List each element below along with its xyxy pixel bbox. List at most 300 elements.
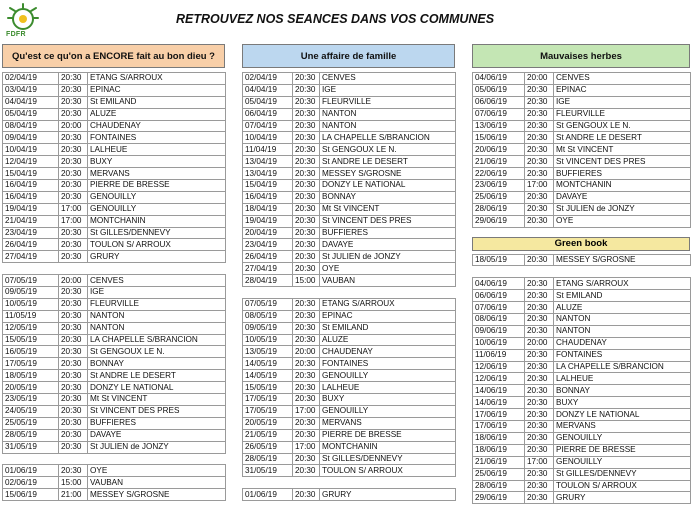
time-cell: 17:00 <box>59 203 88 215</box>
table-gap <box>3 263 226 275</box>
table-row <box>243 73 456 85</box>
date-cell: 21/05/19 <box>243 429 293 441</box>
date-cell: 12/06/19 <box>473 373 525 385</box>
date-cell: 17/05/19 <box>243 394 293 406</box>
table-row <box>3 73 226 85</box>
date-cell: 26/04/19 <box>243 251 293 263</box>
commune-cell: DAVAYE <box>88 429 226 441</box>
date-cell: 18/05/19 <box>473 254 525 266</box>
time-cell: 20:30 <box>525 492 554 504</box>
commune-cell: MERVANS <box>320 417 456 429</box>
time-cell: 20:30 <box>525 84 554 96</box>
time-cell: 20:00 <box>59 120 88 132</box>
time-cell: 20:30 <box>525 444 554 456</box>
table-row <box>243 429 456 441</box>
commune-cell: BONNAY <box>320 191 456 203</box>
commune-cell: Mt St VINCENT <box>554 144 691 156</box>
time-cell: 20:30 <box>293 251 320 263</box>
commune-cell: VAUBAN <box>88 477 226 489</box>
table-row <box>473 361 691 373</box>
commune-cell: EPINAC <box>320 310 456 322</box>
date-cell: 17/05/19 <box>243 405 293 417</box>
commune-cell: VAUBAN <box>320 275 456 287</box>
table-row <box>243 251 456 263</box>
schedule-table <box>472 72 691 228</box>
schedule-table <box>2 72 226 501</box>
date-cell: 09/06/19 <box>473 325 525 337</box>
date-cell: 05/04/19 <box>3 108 59 120</box>
table-row <box>473 73 691 85</box>
date-cell: 28/04/19 <box>243 275 293 287</box>
table-row <box>473 278 691 290</box>
time-cell: 20:30 <box>293 156 320 168</box>
table-row <box>243 358 456 370</box>
commune-cell: OYE <box>320 263 456 275</box>
commune-cell: St ANDRE LE DESERT <box>320 156 456 168</box>
date-cell: 14/06/19 <box>473 385 525 397</box>
fdfr-logo <box>6 2 40 32</box>
schedule-table <box>472 254 691 505</box>
commune-cell: ALUZE <box>88 108 226 120</box>
table-row <box>473 180 691 192</box>
table-gap <box>243 477 456 489</box>
table-row <box>3 144 226 156</box>
date-cell: 14/05/19 <box>243 358 293 370</box>
time-cell: 20:30 <box>59 346 88 358</box>
table-row <box>3 298 226 310</box>
table-row <box>243 84 456 96</box>
date-cell: 02/06/19 <box>3 477 59 489</box>
date-cell: 04/04/19 <box>243 84 293 96</box>
table-row <box>473 108 691 120</box>
commune-cell: ALUZE <box>320 334 456 346</box>
table-row <box>243 108 456 120</box>
table-row <box>3 203 226 215</box>
date-cell: 09/05/19 <box>243 322 293 334</box>
commune-cell: DONZY LE NATIONAL <box>88 382 226 394</box>
time-cell: 20:30 <box>293 215 320 227</box>
table-row <box>243 382 456 394</box>
time-cell: 20:30 <box>59 370 88 382</box>
table-row <box>473 325 691 337</box>
commune-cell: FLEURVILLE <box>320 96 456 108</box>
time-cell: 20:30 <box>293 370 320 382</box>
column-title: Qu'est ce qu'on a ENCORE fait au bon dieu ? <box>2 44 225 68</box>
table-row <box>473 385 691 397</box>
table-row <box>243 203 456 215</box>
date-cell: 13/06/19 <box>473 120 525 132</box>
commune-cell: St EMILAND <box>554 290 691 302</box>
date-cell: 29/06/19 <box>473 215 525 227</box>
gap-cell <box>243 477 456 489</box>
commune-cell: MERVANS <box>554 421 691 433</box>
time-cell: 20:30 <box>293 489 320 501</box>
date-cell: 22/06/19 <box>473 168 525 180</box>
time-cell: 20:30 <box>293 132 320 144</box>
time-cell: 17:00 <box>59 215 88 227</box>
date-cell: 06/04/19 <box>243 108 293 120</box>
commune-cell: NANTON <box>320 120 456 132</box>
date-cell: 08/05/19 <box>243 310 293 322</box>
date-cell: 04/04/19 <box>3 96 59 108</box>
time-cell: 17:00 <box>525 180 554 192</box>
date-cell: 10/05/19 <box>3 298 59 310</box>
commune-cell: GENOUILLY <box>88 203 226 215</box>
table-row <box>3 168 226 180</box>
commune-cell: IGE <box>554 96 691 108</box>
date-cell: 01/06/19 <box>243 489 293 501</box>
table-row <box>473 492 691 504</box>
table-row <box>243 370 456 382</box>
date-cell: 20/06/19 <box>473 144 525 156</box>
section-spacer <box>472 228 690 237</box>
table-row <box>243 263 456 275</box>
date-cell: 07/04/19 <box>243 120 293 132</box>
commune-cell: St EMILAND <box>88 96 226 108</box>
time-cell: 20:30 <box>525 314 554 326</box>
commune-cell: BUFFIERES <box>320 227 456 239</box>
date-cell: 12/05/19 <box>3 322 59 334</box>
commune-cell: BUXY <box>554 397 691 409</box>
commune-cell: St GENGOUX LE N. <box>320 144 456 156</box>
date-cell: 10/04/19 <box>3 144 59 156</box>
time-cell: 20:30 <box>293 453 320 465</box>
time-cell: 20:30 <box>525 349 554 361</box>
time-cell: 20:30 <box>525 254 554 266</box>
commune-cell: NANTON <box>88 310 226 322</box>
date-cell: 14/05/19 <box>243 370 293 382</box>
commune-cell: GENOUILLY <box>320 405 456 417</box>
date-cell: 28/06/19 <box>473 480 525 492</box>
time-cell: 20:30 <box>525 144 554 156</box>
time-cell: 20:30 <box>59 180 88 192</box>
table-row <box>473 468 691 480</box>
date-cell: 10/06/19 <box>473 337 525 349</box>
table-row <box>243 180 456 192</box>
date-cell: 19/04/19 <box>3 203 59 215</box>
time-cell: 20:30 <box>59 298 88 310</box>
commune-cell: ALUZE <box>554 302 691 314</box>
commune-cell: FONTAINES <box>88 132 226 144</box>
commune-cell: NANTON <box>88 322 226 334</box>
date-cell: 15/04/19 <box>3 168 59 180</box>
date-cell: 17/06/19 <box>473 421 525 433</box>
time-cell: 20:30 <box>525 120 554 132</box>
time-cell: 20:30 <box>59 227 88 239</box>
commune-cell: GRURY <box>320 489 456 501</box>
time-cell: 20:30 <box>293 168 320 180</box>
table-row <box>3 156 226 168</box>
time-cell: 20:30 <box>59 358 88 370</box>
gap-cell <box>473 266 691 278</box>
commune-cell: MESSEY S/GROSNE <box>554 254 691 266</box>
table-row <box>243 346 456 358</box>
date-cell: 07/06/19 <box>473 302 525 314</box>
time-cell: 20:30 <box>293 203 320 215</box>
gap-cell <box>3 263 226 275</box>
date-cell: 02/04/19 <box>3 73 59 85</box>
date-cell: 24/05/19 <box>3 405 59 417</box>
table-row <box>3 477 226 489</box>
time-cell: 20:30 <box>525 397 554 409</box>
time-cell: 21:00 <box>59 489 88 501</box>
date-cell: 06/06/19 <box>473 290 525 302</box>
date-cell: 23/04/19 <box>243 239 293 251</box>
commune-cell: GENOUILLY <box>320 370 456 382</box>
table-row <box>3 191 226 203</box>
date-cell: 13/04/19 <box>243 156 293 168</box>
time-cell: 20:30 <box>59 322 88 334</box>
table-row <box>3 322 226 334</box>
time-cell: 20:30 <box>59 168 88 180</box>
table-row <box>473 96 691 108</box>
time-cell: 20:30 <box>525 432 554 444</box>
time-cell: 20:30 <box>525 108 554 120</box>
time-cell: 17:00 <box>293 405 320 417</box>
commune-cell: NANTON <box>554 314 691 326</box>
date-cell: 26/04/19 <box>3 239 59 251</box>
date-cell: 13/05/19 <box>243 346 293 358</box>
date-cell: 20/05/19 <box>3 382 59 394</box>
time-cell: 20:30 <box>293 263 320 275</box>
commune-cell: DONZY LE NATIONAL <box>320 180 456 192</box>
date-cell: 28/06/19 <box>473 203 525 215</box>
time-cell: 20:30 <box>525 132 554 144</box>
commune-cell: BONNAY <box>88 358 226 370</box>
commune-cell: FLEURVILLE <box>554 108 691 120</box>
time-cell: 20:30 <box>525 290 554 302</box>
commune-cell: ETANG S/ARROUX <box>320 298 456 310</box>
commune-cell: St GILLES/DENNEVY <box>88 227 226 239</box>
time-cell: 20:30 <box>293 120 320 132</box>
commune-cell: NANTON <box>554 325 691 337</box>
commune-cell: TOULON S/ ARROUX <box>554 480 691 492</box>
commune-cell: IGE <box>88 287 226 299</box>
table-row <box>3 108 226 120</box>
column-encore <box>2 44 225 501</box>
date-cell: 17/05/19 <box>3 358 59 370</box>
date-cell: 13/04/19 <box>243 168 293 180</box>
time-cell: 20:30 <box>59 73 88 85</box>
time-cell: 20:30 <box>59 465 88 477</box>
commune-cell: St VINCENT DES PRES <box>88 405 226 417</box>
time-cell: 20:30 <box>293 358 320 370</box>
date-cell: 15/06/19 <box>3 489 59 501</box>
commune-cell: TOULON S/ ARROUX <box>88 239 226 251</box>
table-row <box>3 370 226 382</box>
date-cell: 20/05/19 <box>243 417 293 429</box>
table-row <box>3 465 226 477</box>
date-cell: 11/05/19 <box>3 310 59 322</box>
time-cell: 20:30 <box>525 278 554 290</box>
date-cell: 11/04/19 <box>243 144 293 156</box>
commune-cell: St JULIEN de JONZY <box>88 441 226 453</box>
time-cell: 20:30 <box>59 405 88 417</box>
commune-cell: MESSEY S/GROSNE <box>320 168 456 180</box>
time-cell: 20:30 <box>59 108 88 120</box>
table-row <box>473 314 691 326</box>
commune-cell: CENVES <box>320 73 456 85</box>
time-cell: 20:30 <box>59 382 88 394</box>
commune-cell: St EMILAND <box>320 322 456 334</box>
table-row <box>3 382 226 394</box>
date-cell: 28/05/19 <box>3 429 59 441</box>
time-cell: 20:30 <box>525 421 554 433</box>
commune-cell: IGE <box>320 84 456 96</box>
time-cell: 20:00 <box>293 346 320 358</box>
time-cell: 20:30 <box>293 394 320 406</box>
time-cell: 20:30 <box>525 156 554 168</box>
date-cell: 26/05/19 <box>243 441 293 453</box>
table-row <box>3 310 226 322</box>
time-cell: 20:30 <box>293 84 320 96</box>
commune-cell: LA CHAPELLE S/BRANCION <box>554 361 691 373</box>
date-cell: 20/04/19 <box>243 227 293 239</box>
time-cell: 20:30 <box>525 480 554 492</box>
time-cell: 20:30 <box>525 373 554 385</box>
commune-cell: MONTCHANIN <box>88 215 226 227</box>
time-cell: 20:30 <box>293 227 320 239</box>
commune-cell: MESSEY S/GROSNE <box>88 489 226 501</box>
time-cell: 20:30 <box>525 215 554 227</box>
commune-cell: TOULON S/ ARROUX <box>320 465 456 477</box>
table-row <box>473 432 691 444</box>
date-cell: 27/04/19 <box>3 251 59 263</box>
commune-cell: BUFFIERES <box>88 417 226 429</box>
date-cell: 07/05/19 <box>243 298 293 310</box>
time-cell: 20:30 <box>293 73 320 85</box>
column-mauvaises-herbes <box>472 44 690 504</box>
commune-cell: ETANG S/ARROUX <box>554 278 691 290</box>
time-cell: 20:30 <box>525 203 554 215</box>
commune-cell: BUFFIERES <box>554 168 691 180</box>
table-row <box>243 298 456 310</box>
date-cell: 17/06/19 <box>473 409 525 421</box>
date-cell: 23/04/19 <box>3 227 59 239</box>
date-cell: 21/04/19 <box>3 215 59 227</box>
table-row <box>3 120 226 132</box>
table-row <box>473 480 691 492</box>
table-row <box>3 239 226 251</box>
date-cell: 16/04/19 <box>3 180 59 192</box>
table-row <box>473 337 691 349</box>
commune-cell: LA CHAPELLE S/BRANCION <box>320 132 456 144</box>
date-cell: 23/06/19 <box>473 180 525 192</box>
commune-cell: GENOUILLY <box>88 191 226 203</box>
time-cell: 20:30 <box>293 429 320 441</box>
table-row <box>243 441 456 453</box>
commune-cell: GRURY <box>88 251 226 263</box>
date-cell: 18/05/19 <box>3 370 59 382</box>
table-row <box>3 84 226 96</box>
date-cell: 25/06/19 <box>473 191 525 203</box>
commune-cell: GRURY <box>554 492 691 504</box>
table-row <box>243 144 456 156</box>
date-cell: 27/04/19 <box>243 263 293 275</box>
schedule-table <box>242 72 456 501</box>
time-cell: 20:30 <box>293 191 320 203</box>
time-cell: 20:00 <box>59 275 88 287</box>
date-cell: 31/05/19 <box>3 441 59 453</box>
date-cell: 29/06/19 <box>473 492 525 504</box>
table-row <box>243 96 456 108</box>
table-row <box>473 215 691 227</box>
time-cell: 20:30 <box>293 465 320 477</box>
time-cell: 17:00 <box>525 456 554 468</box>
commune-cell: St GILLES/DENNEVY <box>554 468 691 480</box>
date-cell: 16/05/19 <box>3 346 59 358</box>
date-cell: 21/06/19 <box>473 456 525 468</box>
time-cell: 20:30 <box>525 325 554 337</box>
commune-cell: PIERRE DE BRESSE <box>554 444 691 456</box>
date-cell: 19/04/19 <box>243 215 293 227</box>
date-cell: 05/06/19 <box>473 84 525 96</box>
logo-text: FDFR <box>6 31 26 38</box>
commune-cell: LA CHAPELLE S/BRANCION <box>88 334 226 346</box>
time-cell: 20:30 <box>59 334 88 346</box>
commune-cell: ETANG S/ARROUX <box>88 73 226 85</box>
commune-cell: MONTCHANIN <box>554 180 691 192</box>
commune-cell: Mt St VINCENT <box>320 203 456 215</box>
table-row <box>473 191 691 203</box>
date-cell: 07/05/19 <box>3 275 59 287</box>
time-cell: 20:30 <box>59 394 88 406</box>
date-cell: 18/06/19 <box>473 432 525 444</box>
commune-cell: PIERRE DE BRESSE <box>88 180 226 192</box>
table-gap <box>473 266 691 278</box>
table-row <box>3 429 226 441</box>
time-cell: 17:00 <box>293 441 320 453</box>
table-row <box>473 349 691 361</box>
time-cell: 20:30 <box>293 417 320 429</box>
table-row <box>473 254 691 266</box>
table-row <box>243 215 456 227</box>
commune-cell: LALHEUE <box>320 382 456 394</box>
table-row <box>243 191 456 203</box>
commune-cell: NANTON <box>320 108 456 120</box>
commune-cell: FLEURVILLE <box>88 298 226 310</box>
table-row <box>473 156 691 168</box>
column-title: Une affaire de famille <box>242 44 455 68</box>
table-row <box>3 287 226 299</box>
table-row <box>473 168 691 180</box>
date-cell: 14/06/19 <box>473 397 525 409</box>
time-cell: 20:30 <box>59 144 88 156</box>
column-title: Mauvaises herbes <box>472 44 690 68</box>
date-cell: 07/06/19 <box>473 108 525 120</box>
date-cell: 10/05/19 <box>243 334 293 346</box>
date-cell: 18/04/19 <box>243 203 293 215</box>
table-row <box>473 120 691 132</box>
commune-cell: DONZY LE NATIONAL <box>554 409 691 421</box>
table-row <box>3 405 226 417</box>
commune-cell: CENVES <box>88 275 226 287</box>
commune-cell: CHAUDENAY <box>554 337 691 349</box>
table-gap <box>243 287 456 299</box>
table-row <box>243 405 456 417</box>
table-row <box>243 322 456 334</box>
commune-cell: EPINAC <box>88 84 226 96</box>
commune-cell: CENVES <box>554 73 691 85</box>
date-cell: 08/06/19 <box>473 314 525 326</box>
commune-cell: LALHEUE <box>88 144 226 156</box>
commune-cell: St JULIEN de JONZY <box>554 203 691 215</box>
table-row <box>243 465 456 477</box>
commune-cell: CHAUDENAY <box>320 346 456 358</box>
table-row <box>243 489 456 501</box>
table-row <box>243 417 456 429</box>
time-cell: 20:00 <box>525 73 554 85</box>
